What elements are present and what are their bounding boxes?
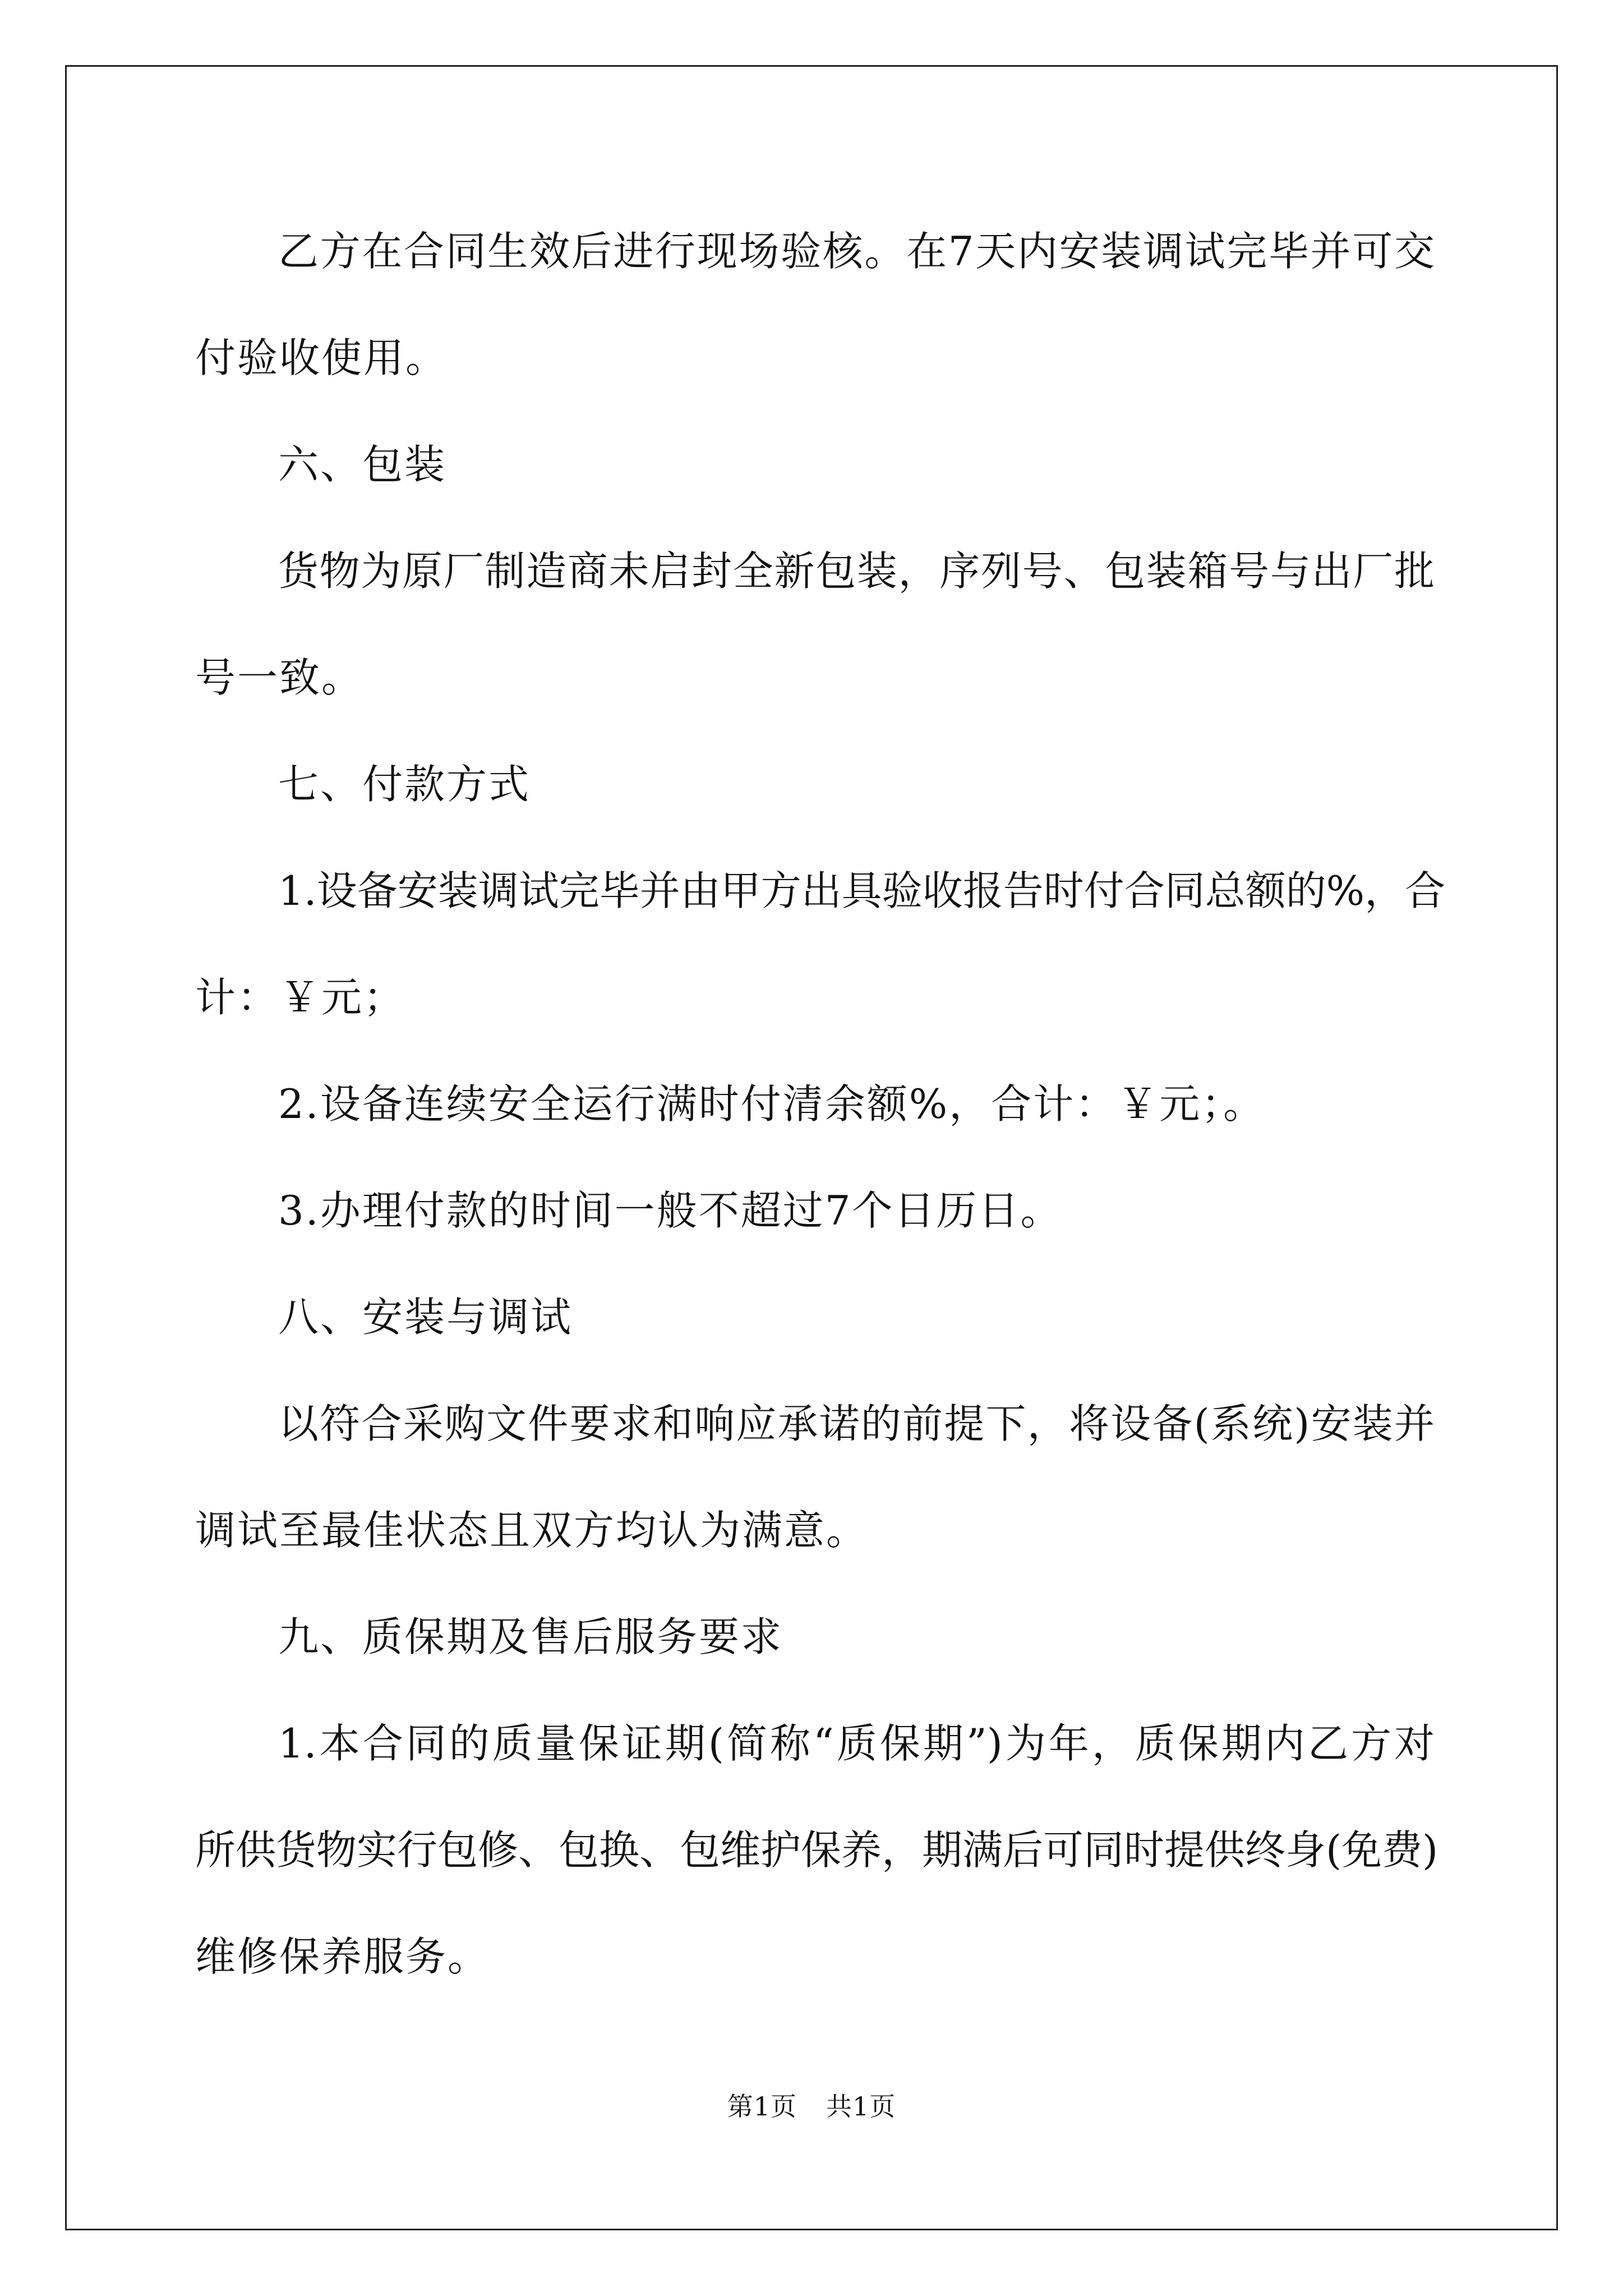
page-total: 共1页 [826, 2091, 896, 2122]
paragraph-line: 号一致。 [195, 654, 364, 701]
paragraph-line: 2.设备连续安全运行满时付清余额%，合计：￥元；。 [278, 1080, 1266, 1128]
paragraph-line: 维修保养服务。 [195, 1933, 490, 1980]
section-heading: 七、付款方式 [278, 761, 531, 808]
section-heading: 九、质保期及售后服务要求 [278, 1613, 783, 1660]
paragraph-line: 货物为原厂制造商未启封全新包装，序列号、包装箱号与出厂批 [278, 547, 1435, 595]
page-border [65, 65, 1558, 2230]
paragraph-line: 付验收使用。 [195, 334, 448, 381]
paragraph-line: 以符合采购文件要求和响应承诺的前提下，将设备(系统)安装并 [278, 1400, 1435, 1447]
paragraph-line: 调试至最佳状态且双方均认为满意。 [195, 1507, 869, 1554]
page-footer [0, 2090, 1623, 2123]
page-number: 第1页 [727, 2091, 797, 2122]
paragraph-line: 1.本合同的质量保证期(简称“质保期”)为年，质保期内乙方对 [278, 1720, 1435, 1767]
paragraph-line: 1.设备安装调试完毕并由甲方出具验收报告时付合同总额的%，合 [278, 867, 1446, 914]
section-heading: 六、包装 [278, 441, 447, 488]
section-heading: 八、安装与调试 [278, 1294, 573, 1341]
paragraph-line: 计：￥元； [195, 974, 406, 1021]
paragraph-line: 所供货物实行包修、包换、包维护保养，期满后可同时提供终身(免费) [195, 1826, 1438, 1874]
paragraph-line: 乙方在合同生效后进行现场验核。在7天内安装调试完毕并可交 [278, 228, 1435, 275]
paragraph-line: 3.办理付款的时间一般不超过7个日历日。 [278, 1187, 1063, 1234]
